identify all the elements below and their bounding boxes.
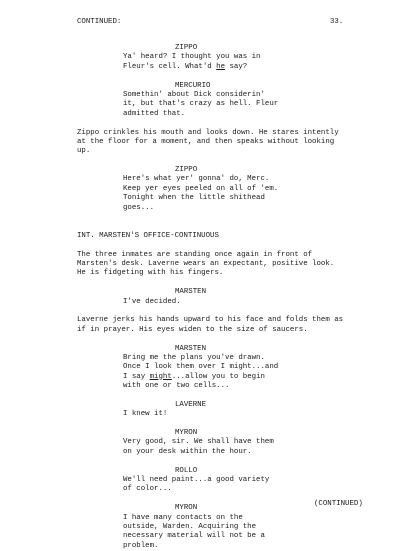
action-line: Zippo crinkles his mouth and looks down. He stares intently	[77, 128, 339, 137]
dialogue-line: it, but that's crazy as hell. Fleur	[123, 100, 279, 109]
dialogue-line: Here's what yer' gonna' do, Merc.	[123, 175, 270, 184]
blank-line	[77, 222, 377, 231]
page-number: 33.	[330, 18, 344, 26]
blank-line	[77, 72, 377, 81]
dialogue-block	[77, 298, 377, 307]
dialogue-line: necessary material will not be a	[123, 532, 265, 541]
dialogue-block	[77, 91, 377, 119]
dialogue-block	[77, 514, 377, 551]
action-line: The three inmates are standing once again in front of	[77, 250, 313, 259]
action-block	[77, 251, 377, 279]
character-name: MYRON	[175, 429, 198, 438]
action-line: He is fidgeting with his fingers.	[77, 269, 224, 278]
blank-line	[77, 457, 377, 466]
dialogue-line: Keep yer eyes peeled on all of 'em.	[123, 184, 279, 193]
continued-footer: (CONTINUED)	[314, 500, 363, 508]
dialogue-line: Ya' heard? I thought you was in	[123, 53, 261, 62]
dialogue-block	[77, 53, 377, 72]
dialogue-block	[77, 175, 377, 213]
dialogue-line: We'll need paint...a good variety	[123, 475, 270, 484]
character-name: ROLLO	[175, 466, 198, 475]
action-line: Marsten's desk. Laverne wears an expectant, positive look.	[77, 259, 335, 268]
screenplay-body	[77, 44, 377, 551]
blank-line	[77, 307, 377, 316]
action-line: if in prayer. His eyes widen to the size of saucers.	[77, 325, 308, 334]
dialogue-line: Tonight when the little shithead	[123, 194, 265, 203]
dialogue-block	[77, 410, 377, 419]
underlined-word: he	[216, 62, 226, 71]
dialogue-line: goes...	[123, 203, 155, 212]
dialogue-line: of color...	[123, 485, 172, 494]
dialogue-block	[77, 354, 377, 392]
dialogue-line: Very good, sir. We shall have them	[123, 438, 274, 447]
dialogue-line: on your desk within the hour.	[123, 447, 252, 456]
action-line: at the floor for a moment, and then speaks without looking	[77, 137, 335, 146]
action-block	[77, 129, 377, 157]
dialogue-line: Bring me the plans you've drawn.	[123, 353, 265, 362]
character-name: MYRON	[175, 504, 198, 513]
blank-line	[77, 335, 377, 344]
dialogue-block	[77, 476, 377, 495]
blank-line	[77, 213, 377, 222]
continued-header: CONTINUED:	[77, 18, 122, 26]
dialogue-line: outside, Warden. Acquiring the	[123, 522, 257, 531]
dialogue-line: I've decided.	[123, 297, 181, 306]
action-line: Laverne jerks his hands upward to his face and folds them as	[77, 316, 344, 325]
dialogue-block	[77, 438, 377, 457]
dialogue-line: Somethin' about Dick considerin'	[123, 90, 265, 99]
dialogue-line: with one or two cells...	[123, 382, 230, 391]
dialogue-line: Fleur's cell. What'd he say?	[123, 62, 248, 71]
underlined-word: might	[149, 372, 172, 381]
character-name: LAVERNE	[175, 400, 207, 409]
character-name: ZIPPO	[175, 166, 198, 175]
blank-line	[77, 391, 377, 400]
character-name: MERCURIO	[175, 81, 211, 90]
character-name: ZIPPO	[175, 44, 198, 52]
blank-line	[77, 279, 377, 288]
action-line: up.	[77, 147, 91, 156]
dialogue-line: problem.	[123, 541, 159, 550]
dialogue-line: I say might...allow you to begin	[123, 372, 265, 381]
dialogue-line: I have many contacts on the	[123, 513, 243, 522]
blank-line	[77, 420, 377, 429]
character-name: MARSTEN	[175, 344, 207, 353]
blank-line	[77, 119, 377, 128]
dialogue-line: admitted that.	[123, 109, 186, 118]
scene-heading: INT. MARSTEN'S OFFICE-CONTINUOUS	[77, 231, 219, 240]
action-block	[77, 316, 377, 335]
character-name: MARSTEN	[175, 288, 207, 297]
blank-line	[77, 157, 377, 166]
blank-line	[77, 241, 377, 250]
dialogue-line: I knew it!	[123, 410, 168, 419]
dialogue-line: Once I look them over I might...and	[123, 363, 279, 372]
